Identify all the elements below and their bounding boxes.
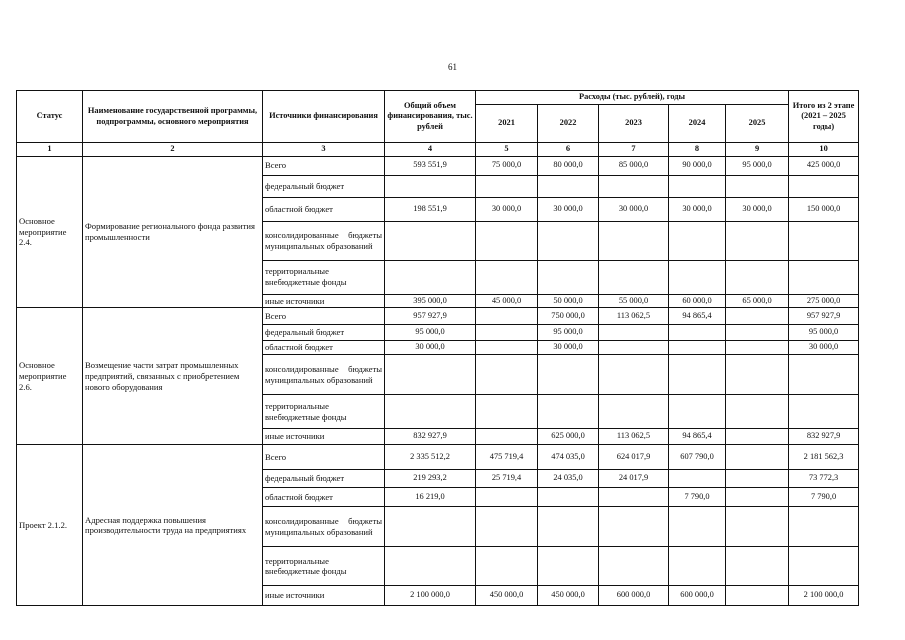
year-2021-cell (476, 429, 538, 445)
year-2025-cell (726, 507, 789, 547)
year-2021-cell (476, 325, 538, 341)
total-volume-cell: 957 927,9 (385, 308, 476, 325)
year-2021-cell (476, 308, 538, 325)
year-2023-cell (599, 547, 669, 586)
column-number: 4 (385, 143, 476, 157)
stage-total-cell: 957 927,9 (789, 308, 859, 325)
total-volume-cell (385, 507, 476, 547)
header-expenses: Расходы (тыс. рублей), годы (476, 91, 789, 105)
year-2025-cell (726, 586, 789, 606)
column-number: 8 (669, 143, 726, 157)
year-2023-cell (599, 341, 669, 355)
year-2022-cell: 450 000,0 (538, 586, 599, 606)
year-2024-cell: 600 000,0 (669, 586, 726, 606)
stage-total-cell: 832 927,9 (789, 429, 859, 445)
header-name: Наименование государственной программы, подпрограммы, основного мероприятия (83, 91, 263, 143)
stage-total-cell (789, 175, 859, 197)
year-2021-cell (476, 488, 538, 507)
year-2022-cell: 50 000,0 (538, 294, 599, 308)
year-2022-cell (538, 355, 599, 395)
year-2024-cell (669, 175, 726, 197)
year-2021-cell: 45 000,0 (476, 294, 538, 308)
year-2024-cell (669, 325, 726, 341)
year-2024-cell: 94 865,4 (669, 308, 726, 325)
header-year: 2022 (538, 105, 599, 143)
stage-total-cell: 425 000,0 (789, 156, 859, 175)
source-cell: федеральный бюджет (263, 175, 385, 197)
total-volume-cell: 30 000,0 (385, 341, 476, 355)
year-2023-cell (599, 221, 669, 260)
table-row (17, 156, 859, 175)
table-row (17, 445, 859, 470)
source-cell: Всего (263, 156, 385, 175)
header-year: 2024 (669, 105, 726, 143)
total-volume-cell: 395 000,0 (385, 294, 476, 308)
year-2023-cell (599, 507, 669, 547)
source-cell: федеральный бюджет (263, 325, 385, 341)
stage-total-cell: 150 000,0 (789, 197, 859, 221)
stage-total-cell (789, 395, 859, 429)
column-number: 1 (17, 143, 83, 157)
year-2023-cell: 113 062,5 (599, 429, 669, 445)
total-volume-cell (385, 547, 476, 586)
total-volume-cell: 16 219,0 (385, 488, 476, 507)
stage-total-cell (789, 260, 859, 294)
year-2024-cell: 30 000,0 (669, 197, 726, 221)
measure-name-cell: Адресная поддержка повышения производительности труда на предприятиях (83, 445, 263, 606)
year-2022-cell (538, 547, 599, 586)
year-2023-cell (599, 355, 669, 395)
year-2021-cell (476, 260, 538, 294)
financing-table (16, 90, 859, 606)
year-2025-cell: 65 000,0 (726, 294, 789, 308)
year-2022-cell: 30 000,0 (538, 341, 599, 355)
header-year: 2025 (726, 105, 789, 143)
year-2022-cell (538, 221, 599, 260)
total-volume-cell: 2 100 000,0 (385, 586, 476, 606)
source-cell: областной бюджет (263, 197, 385, 221)
year-2025-cell (726, 488, 789, 507)
year-2025-cell (726, 341, 789, 355)
column-number-row (17, 143, 859, 157)
year-2021-cell: 475 719,4 (476, 445, 538, 470)
year-2023-cell: 600 000,0 (599, 586, 669, 606)
header-year: 2023 (599, 105, 669, 143)
year-2021-cell (476, 547, 538, 586)
year-2023-cell (599, 488, 669, 507)
source-cell: областной бюджет (263, 341, 385, 355)
year-2021-cell: 75 000,0 (476, 156, 538, 175)
total-volume-cell (385, 355, 476, 395)
year-2021-cell (476, 507, 538, 547)
year-2024-cell (669, 507, 726, 547)
year-2025-cell (726, 445, 789, 470)
total-volume-cell: 593 551,9 (385, 156, 476, 175)
year-2024-cell (669, 355, 726, 395)
stage-total-cell (789, 221, 859, 260)
total-volume-cell: 2 335 512,2 (385, 445, 476, 470)
status-cell: Основное мероприятие 2.4. (17, 156, 83, 308)
total-volume-cell: 832 927,9 (385, 429, 476, 445)
year-2025-cell (726, 395, 789, 429)
total-volume-cell (385, 395, 476, 429)
header-row (17, 91, 859, 105)
measure-name-cell: Возмещение части затрат промышленных предприятий, связанных с приобретением нового оборудования (83, 308, 263, 445)
stage-total-cell: 73 772,3 (789, 470, 859, 488)
source-cell: иные источники (263, 429, 385, 445)
source-cell: областной бюджет (263, 488, 385, 507)
table-body (17, 156, 859, 606)
year-2024-cell (669, 470, 726, 488)
stage-total-cell: 2 100 000,0 (789, 586, 859, 606)
header-year: 2021 (476, 105, 538, 143)
status-cell: Проект 2.1.2. (17, 445, 83, 606)
year-2022-cell (538, 507, 599, 547)
header-sources: Источники финансирования (263, 91, 385, 143)
stage-total-cell: 2 181 562,3 (789, 445, 859, 470)
source-cell: Всего (263, 308, 385, 325)
year-2024-cell: 60 000,0 (669, 294, 726, 308)
year-2024-cell (669, 260, 726, 294)
year-2022-cell (538, 488, 599, 507)
year-2022-cell: 625 000,0 (538, 429, 599, 445)
total-volume-cell: 95 000,0 (385, 325, 476, 341)
year-2022-cell: 24 035,0 (538, 470, 599, 488)
source-cell: территориальные внебюджетные фонды (263, 395, 385, 429)
header-total-volume: Общий объем финансирования, тыс. рублей (385, 91, 476, 143)
stage-total-cell: 275 000,0 (789, 294, 859, 308)
year-2025-cell (726, 429, 789, 445)
year-2025-cell: 30 000,0 (726, 197, 789, 221)
year-2025-cell (726, 260, 789, 294)
year-2025-cell (726, 221, 789, 260)
year-2025-cell (726, 325, 789, 341)
year-2022-cell: 80 000,0 (538, 156, 599, 175)
source-cell: территориальные внебюджетные фонды (263, 260, 385, 294)
source-cell: Всего (263, 445, 385, 470)
year-2024-cell (669, 221, 726, 260)
year-2021-cell: 30 000,0 (476, 197, 538, 221)
source-cell: консолидированные бюджеты муниципальных образований (263, 507, 385, 547)
year-2025-cell (726, 308, 789, 325)
column-number: 6 (538, 143, 599, 157)
stage-total-cell (789, 547, 859, 586)
year-2025-cell (726, 470, 789, 488)
stage-total-cell (789, 507, 859, 547)
year-2025-cell: 95 000,0 (726, 156, 789, 175)
stage-total-cell: 7 790,0 (789, 488, 859, 507)
year-2022-cell: 474 035,0 (538, 445, 599, 470)
year-2024-cell (669, 395, 726, 429)
year-2021-cell (476, 341, 538, 355)
status-cell: Основное мероприятие 2.6. (17, 308, 83, 445)
column-number: 3 (263, 143, 385, 157)
year-2024-cell (669, 341, 726, 355)
year-2025-cell (726, 355, 789, 395)
header-stage-total: Итого из 2 этапе (2021 – 2025 годы) (789, 91, 859, 143)
total-volume-cell (385, 260, 476, 294)
year-2024-cell: 90 000,0 (669, 156, 726, 175)
total-volume-cell (385, 175, 476, 197)
year-2023-cell (599, 325, 669, 341)
source-cell: консолидированные бюджеты муниципальных образований (263, 221, 385, 260)
year-2025-cell (726, 175, 789, 197)
year-2022-cell (538, 260, 599, 294)
column-number: 9 (726, 143, 789, 157)
year-2024-cell (669, 547, 726, 586)
year-2023-cell: 85 000,0 (599, 156, 669, 175)
year-2021-cell: 25 719,4 (476, 470, 538, 488)
year-2024-cell: 607 790,0 (669, 445, 726, 470)
stage-total-cell: 95 000,0 (789, 325, 859, 341)
total-volume-cell: 198 551,9 (385, 197, 476, 221)
column-number: 10 (789, 143, 859, 157)
year-2023-cell: 55 000,0 (599, 294, 669, 308)
header-status: Статус (17, 91, 83, 143)
stage-total-cell: 30 000,0 (789, 341, 859, 355)
source-cell: консолидированные бюджеты муниципальных образований (263, 355, 385, 395)
year-2023-cell (599, 260, 669, 294)
table-row (17, 308, 859, 325)
total-volume-cell (385, 221, 476, 260)
year-2022-cell: 30 000,0 (538, 197, 599, 221)
page-number: 61 (448, 62, 457, 72)
column-number: 7 (599, 143, 669, 157)
stage-total-cell (789, 355, 859, 395)
year-2024-cell: 7 790,0 (669, 488, 726, 507)
source-cell: иные источники (263, 294, 385, 308)
year-2021-cell (476, 175, 538, 197)
year-2022-cell (538, 395, 599, 429)
year-2023-cell (599, 175, 669, 197)
source-cell: иные источники (263, 586, 385, 606)
column-number: 5 (476, 143, 538, 157)
year-2023-cell: 24 017,9 (599, 470, 669, 488)
source-cell: территориальные внебюджетные фонды (263, 547, 385, 586)
year-2023-cell: 624 017,9 (599, 445, 669, 470)
year-2021-cell (476, 395, 538, 429)
total-volume-cell: 219 293,2 (385, 470, 476, 488)
year-2023-cell: 113 062,5 (599, 308, 669, 325)
source-cell: федеральный бюджет (263, 470, 385, 488)
year-2021-cell: 450 000,0 (476, 586, 538, 606)
year-2025-cell (726, 547, 789, 586)
year-2022-cell: 750 000,0 (538, 308, 599, 325)
year-2022-cell: 95 000,0 (538, 325, 599, 341)
year-2024-cell: 94 865,4 (669, 429, 726, 445)
year-2022-cell (538, 175, 599, 197)
column-number: 2 (83, 143, 263, 157)
year-2021-cell (476, 355, 538, 395)
year-2021-cell (476, 221, 538, 260)
measure-name-cell: Формирование регионального фонда развития промышленности (83, 156, 263, 308)
year-2023-cell (599, 395, 669, 429)
year-2023-cell: 30 000,0 (599, 197, 669, 221)
